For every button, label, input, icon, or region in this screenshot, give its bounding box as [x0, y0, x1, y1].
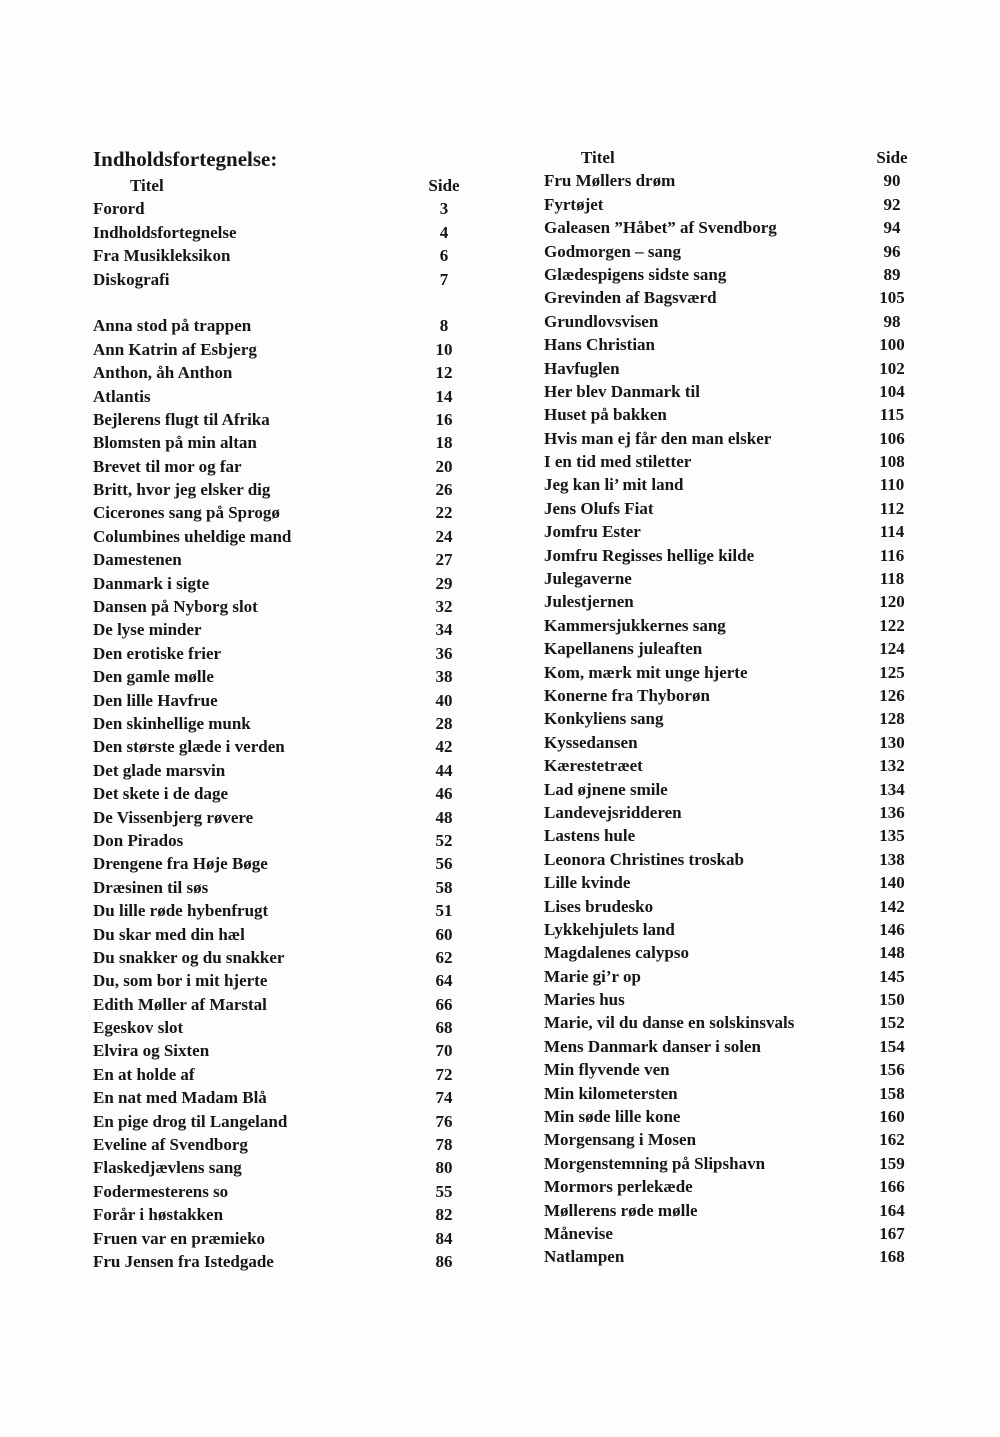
entry-title: Det glade marsvin	[93, 760, 226, 780]
entry-page-number: 92	[883, 194, 901, 214]
entry-page-number: 32	[435, 597, 453, 617]
entry-page-number: 132	[879, 756, 905, 776]
toc-entry	[93, 618, 473, 641]
entry-page-number: 159	[879, 1153, 905, 1173]
song-list	[544, 169, 924, 1268]
entry-title: Magdalenes calypso	[544, 943, 689, 963]
entry-title: Du lille røde hybenfrugt	[93, 901, 269, 921]
entry-title: En pige drog til Langeland	[93, 1111, 288, 1131]
column-header-title: Titel	[581, 148, 615, 167]
entry-page-number: 80	[435, 1158, 453, 1178]
entry-title: Den gamle mølle	[93, 667, 214, 687]
toc-entry	[93, 431, 473, 454]
entry-page-number: 72	[435, 1064, 453, 1084]
toc-entry	[93, 385, 473, 408]
toc-entry	[93, 478, 473, 501]
entry-page-number: 122	[879, 615, 905, 635]
toc-entry	[93, 735, 473, 758]
entry-page-number: 68	[435, 1018, 453, 1038]
entry-page-number: 86	[435, 1251, 453, 1271]
entry-title: Jens Olufs Fiat	[544, 498, 654, 518]
entry-title: Natlampen	[544, 1247, 625, 1267]
toc-entry	[93, 197, 473, 220]
entry-page-number: 94	[883, 218, 901, 238]
entry-title: Grundlovsvisen	[544, 311, 659, 331]
toc-entry	[544, 403, 924, 426]
toc-entry	[544, 1035, 924, 1058]
entry-title: Egeskov slot	[93, 1018, 184, 1038]
toc-entry	[544, 497, 924, 520]
entry-page-number: 40	[435, 690, 453, 710]
entry-page-number: 6	[439, 246, 449, 266]
toc-entry	[544, 1082, 924, 1105]
entry-title: Lad øjnene smile	[544, 779, 668, 799]
toc-entry	[93, 1086, 473, 1109]
entry-title: I en tid med stiletter	[544, 452, 692, 472]
entry-title: Konerne fra Thyborøn	[544, 685, 710, 705]
entry-page-number: 140	[879, 873, 905, 893]
toc-entry	[544, 895, 924, 918]
entry-title: Don Pirados	[93, 830, 184, 850]
entry-page-number: 150	[879, 990, 905, 1010]
toc-entry	[93, 1250, 473, 1273]
entry-page-number: 44	[435, 760, 453, 780]
entry-page-number: 126	[879, 685, 905, 705]
toc-entry	[544, 240, 924, 263]
entry-page-number: 152	[879, 1013, 905, 1033]
toc-entry	[93, 501, 473, 524]
entry-page-number: 74	[435, 1088, 453, 1108]
toc-entry	[93, 1156, 473, 1179]
entry-title: Diskografi	[93, 269, 170, 289]
entry-title: Fyrtøjet	[544, 194, 604, 214]
entry-title: Du skar med din hæl	[93, 924, 245, 944]
column-header	[93, 174, 473, 197]
toc-entry	[93, 221, 473, 244]
toc-entry	[544, 1245, 924, 1268]
entry-page-number: 108	[879, 452, 905, 472]
entry-page-number: 96	[883, 241, 901, 261]
toc-entry	[93, 1133, 473, 1156]
entry-page-number: 164	[879, 1200, 905, 1220]
page-title: Indholdsfortegnelse:	[93, 147, 278, 171]
toc-entry	[544, 590, 924, 613]
toc-entry	[544, 380, 924, 403]
entry-title: Marie, vil du danse en solskinsvals	[544, 1013, 795, 1033]
entry-title: Marie gi’r op	[544, 966, 641, 986]
toc-entry	[544, 169, 924, 192]
toc-entry	[93, 572, 473, 595]
entry-title: Leonora Christines troskab	[544, 849, 744, 869]
toc-entry	[544, 824, 924, 847]
entry-title: Kapellanens juleaften	[544, 639, 703, 659]
toc-entry	[544, 1058, 924, 1081]
entry-title: Fodermesterens so	[93, 1181, 229, 1201]
toc-entry	[93, 899, 473, 922]
toc-entry	[544, 1128, 924, 1151]
entry-page-number: 166	[879, 1177, 905, 1197]
entry-title: Dræsinen til søs	[93, 877, 209, 897]
entry-page-number: 58	[435, 877, 453, 897]
entry-page-number: 22	[435, 503, 453, 523]
entry-title: Jomfru Ester	[544, 522, 641, 542]
entry-title: Julegaverne	[544, 569, 632, 589]
entry-title: Godmorgen – sang	[544, 241, 681, 261]
entry-page-number: 4	[439, 222, 449, 242]
toc-entry	[544, 567, 924, 590]
toc-entry	[544, 473, 924, 496]
entry-page-number: 105	[879, 288, 905, 308]
toc-entry	[544, 965, 924, 988]
entry-page-number: 106	[879, 428, 905, 448]
entry-title: Den lille Havfrue	[93, 690, 218, 710]
toc-entry	[93, 548, 473, 571]
entry-title: Elvira og Sixten	[93, 1041, 210, 1061]
column-header-page: Side	[876, 148, 908, 167]
entry-page-number: 27	[435, 550, 453, 570]
entry-page-number: 3	[439, 199, 449, 219]
entry-page-number: 56	[435, 854, 453, 874]
toc-entry	[93, 665, 473, 688]
entry-title: Kyssedansen	[544, 732, 638, 752]
entry-title: Min søde lille kone	[544, 1107, 681, 1127]
toc-entry	[93, 525, 473, 548]
entry-page-number: 82	[435, 1205, 453, 1225]
entry-title: Mens Danmark danser i solen	[544, 1036, 761, 1056]
entry-title: Maries hus	[544, 990, 625, 1010]
entry-page-number: 130	[879, 732, 905, 752]
toc-entry	[93, 1039, 473, 1062]
toc-entry	[93, 338, 473, 361]
entry-title: Brevet til mor og far	[93, 456, 242, 476]
entry-title: Bejlerens flugt til Afrika	[93, 409, 270, 429]
toc-entry	[544, 1175, 924, 1198]
toc-entry	[93, 923, 473, 946]
entry-page-number: 24	[435, 526, 453, 546]
entry-page-number: 89	[883, 264, 901, 284]
entry-title: Det skete i de dage	[93, 784, 229, 804]
toc-entry	[544, 661, 924, 684]
entry-title: Min flyvende ven	[544, 1060, 670, 1080]
toc-entry	[93, 244, 473, 267]
entry-page-number: 18	[435, 433, 453, 453]
entry-page-number: 34	[435, 620, 453, 640]
entry-title: Den største glæde i verden	[93, 737, 285, 757]
toc-entry	[93, 852, 473, 875]
toc-entry	[544, 520, 924, 543]
entry-title: Lykkehjulets land	[544, 919, 675, 939]
toc-entry	[544, 216, 924, 239]
toc-entry	[544, 1152, 924, 1175]
entry-page-number: 14	[435, 386, 453, 406]
entry-title: Min kilometersten	[544, 1083, 678, 1103]
entry-title: Cicerones sang på Sprogø	[93, 503, 280, 523]
toc-entry	[544, 707, 924, 730]
toc-entry	[544, 918, 924, 941]
entry-page-number: 102	[879, 358, 905, 378]
toc-entry	[93, 759, 473, 782]
entry-page-number: 104	[879, 381, 905, 401]
toc-entry	[544, 754, 924, 777]
entry-page-number: 156	[879, 1060, 905, 1080]
entry-page-number: 154	[879, 1036, 905, 1056]
entry-title: Anthon, åh Anthon	[93, 363, 233, 383]
toc-entry	[93, 969, 473, 992]
toc-entry	[544, 544, 924, 567]
entry-page-number: 90	[883, 171, 901, 191]
entry-page-number: 36	[435, 643, 453, 663]
entry-page-number: 28	[435, 713, 453, 733]
toc-entry	[544, 1011, 924, 1034]
entry-title: Columbines uheldige mand	[93, 526, 292, 546]
entry-title: Den skinhellige munk	[93, 713, 251, 733]
entry-page-number: 46	[435, 784, 453, 804]
entry-page-number: 64	[435, 971, 453, 991]
toc-entry	[544, 450, 924, 473]
entry-title: Blomsten på min altan	[93, 433, 257, 453]
entry-page-number: 20	[435, 456, 453, 476]
entry-page-number: 29	[435, 573, 453, 593]
toc-entry	[544, 310, 924, 333]
entry-page-number: 124	[879, 639, 905, 659]
toc-entry	[544, 263, 924, 286]
entry-title: Morgensang i Mosen	[544, 1130, 697, 1150]
entry-page-number: 70	[435, 1041, 453, 1061]
toc-entry	[93, 1180, 473, 1203]
toc-entry	[93, 829, 473, 852]
entry-page-number: 138	[879, 849, 905, 869]
entry-title: Edith Møller af Marstal	[93, 994, 267, 1014]
entry-title: Du, som bor i mit hjerte	[93, 971, 268, 991]
spacer	[93, 291, 473, 314]
entry-title: Fru Møllers drøm	[544, 171, 676, 191]
toc-entry	[544, 614, 924, 637]
toc-entry	[93, 689, 473, 712]
toc-entry	[93, 1227, 473, 1250]
entry-page-number: 136	[879, 802, 905, 822]
entry-page-number: 162	[879, 1130, 905, 1150]
entry-title: Dansen på Nyborg slot	[93, 597, 258, 617]
toc-entry	[93, 876, 473, 899]
entry-title: Atlantis	[93, 386, 151, 406]
column-header-title: Titel	[130, 176, 164, 195]
entry-title: Morgenstemning på Slipshavn	[544, 1153, 766, 1173]
entry-page-number: 120	[879, 592, 905, 612]
toc-entry	[544, 286, 924, 309]
entry-title: Britt, hvor jeg elsker dig	[93, 480, 271, 500]
toc-column-left	[93, 174, 473, 1273]
entry-title: Fru Jensen fra Istedgade	[93, 1251, 274, 1271]
entry-page-number: 158	[879, 1083, 905, 1103]
entry-page-number: 115	[879, 405, 905, 425]
entry-page-number: 51	[435, 901, 453, 921]
entry-page-number: 112	[879, 498, 905, 518]
entry-title: Fruen var en præmieko	[93, 1228, 266, 1248]
entry-title: Drengene fra Høje Bøge	[93, 854, 268, 874]
entry-title: Grevinden af Bagsværd	[544, 288, 717, 308]
toc-entry	[544, 778, 924, 801]
toc-entry	[93, 361, 473, 384]
entry-title: Danmark i sigte	[93, 573, 210, 593]
toc-entry	[544, 1222, 924, 1245]
entry-title: Forår i høstakken	[93, 1205, 224, 1225]
entry-title: Kammersjukkernes sang	[544, 615, 726, 635]
toc-entry	[93, 806, 473, 829]
toc-entry	[544, 193, 924, 216]
entry-title: Indholdsfortegnelse	[93, 222, 237, 242]
entry-page-number: 116	[879, 545, 905, 565]
entry-page-number: 135	[879, 826, 905, 846]
entry-title: Månevise	[544, 1223, 613, 1243]
toc-entry	[544, 1105, 924, 1128]
entry-page-number: 42	[435, 737, 453, 757]
entry-page-number: 142	[879, 896, 905, 916]
entry-title: Mormors perlekæde	[544, 1177, 693, 1197]
entry-page-number: 100	[879, 335, 905, 355]
toc-entry	[93, 642, 473, 665]
entry-page-number: 38	[435, 667, 453, 687]
toc-entry	[544, 357, 924, 380]
toc-entry	[93, 408, 473, 431]
entry-title: Anna stod på trappen	[93, 316, 252, 336]
entry-page-number: 160	[879, 1107, 905, 1127]
entry-title: Havfuglen	[544, 358, 620, 378]
entry-page-number: 84	[435, 1228, 453, 1248]
toc-entry	[93, 1110, 473, 1133]
entry-title: Møllerens røde mølle	[544, 1200, 698, 1220]
entry-page-number: 55	[435, 1181, 453, 1201]
entry-page-number: 26	[435, 480, 453, 500]
entry-page-number: 16	[435, 409, 453, 429]
entry-title: Forord	[93, 199, 145, 219]
entry-page-number: 10	[435, 339, 453, 359]
entry-title: Den erotiske frier	[93, 643, 222, 663]
entry-title: Jeg kan li’ mit land	[544, 475, 684, 495]
toc-entry	[544, 731, 924, 754]
entry-title: Julestjernen	[544, 592, 634, 612]
entry-page-number: 167	[879, 1223, 905, 1243]
entry-title: Damestenen	[93, 550, 182, 570]
entry-title: Kom, mærk mit unge hjerte	[544, 662, 748, 682]
entry-page-number: 62	[435, 947, 453, 967]
toc-entry	[544, 848, 924, 871]
entry-page-number: 114	[879, 522, 905, 542]
toc-entry	[93, 314, 473, 337]
entry-title: Jomfru Regisses hellige kilde	[544, 545, 755, 565]
entry-title: Hans Christian	[544, 335, 655, 355]
entry-title: Du snakker og du snakker	[93, 947, 285, 967]
column-header-page: Side	[428, 176, 460, 195]
toc-entry	[544, 427, 924, 450]
toc-entry	[544, 871, 924, 894]
entry-page-number: 12	[435, 363, 453, 383]
entry-page-number: 76	[435, 1111, 453, 1131]
entry-page-number: 110	[879, 475, 905, 495]
entry-page-number: 128	[879, 709, 905, 729]
entry-title: Lille kvinde	[544, 873, 631, 893]
entry-title: Eveline af Svendborg	[93, 1135, 248, 1155]
toc-entry	[93, 1016, 473, 1039]
entry-page-number: 7	[439, 269, 449, 289]
toc-entry	[544, 637, 924, 660]
toc-entry	[544, 684, 924, 707]
entry-title: Ann Katrin af Esbjerg	[93, 339, 257, 359]
entry-page-number: 148	[879, 943, 905, 963]
intro-list	[93, 197, 473, 291]
entry-title: Huset på bakken	[544, 405, 667, 425]
toc-entry	[544, 1199, 924, 1222]
entry-page-number: 146	[879, 919, 905, 939]
entry-title: Galeasen ”Håbet” af Svendborg	[544, 218, 777, 238]
entry-title: Landevejsridderen	[544, 802, 682, 822]
toc-entry	[93, 1063, 473, 1086]
song-list	[93, 314, 473, 1273]
entry-page-number: 125	[879, 662, 905, 682]
entry-page-number: 98	[883, 311, 901, 331]
entry-title: En at holde af	[93, 1064, 195, 1084]
toc-entry	[93, 993, 473, 1016]
toc-entry	[93, 946, 473, 969]
entry-page-number: 52	[435, 830, 453, 850]
entry-page-number: 134	[879, 779, 905, 799]
entry-title: Lastens hule	[544, 826, 636, 846]
entry-title: De lyse minder	[93, 620, 202, 640]
entry-page-number: 60	[435, 924, 453, 944]
toc-entry	[93, 268, 473, 291]
toc-entry	[544, 801, 924, 824]
toc-entry	[93, 782, 473, 805]
entry-title: Glædespigens sidste sang	[544, 264, 727, 284]
toc-entry	[93, 712, 473, 735]
entry-title: De Vissenbjerg røvere	[93, 807, 254, 827]
toc-entry	[93, 1203, 473, 1226]
entry-page-number: 118	[879, 569, 905, 589]
entry-title: En nat med Madam Blå	[93, 1088, 267, 1108]
entry-title: Flaskedjævlens sang	[93, 1158, 242, 1178]
toc-column-right	[544, 146, 924, 1269]
entry-title: Konkyliens sang	[544, 709, 664, 729]
entry-page-number: 168	[879, 1247, 905, 1267]
column-header	[544, 146, 924, 169]
entry-title: Hvis man ej får den man elsker	[544, 428, 772, 448]
entry-title: Her blev Danmark til	[544, 381, 700, 401]
entry-page-number: 48	[435, 807, 453, 827]
entry-title: Fra Musikleksikon	[93, 246, 231, 266]
toc-entry	[544, 941, 924, 964]
entry-title: Lises brudesko	[544, 896, 654, 916]
entry-page-number: 145	[879, 966, 905, 986]
entry-page-number: 8	[439, 316, 449, 336]
entry-title: Kærestetræet	[544, 756, 643, 776]
toc-entry	[544, 333, 924, 356]
entry-page-number: 78	[435, 1135, 453, 1155]
entry-page-number: 66	[435, 994, 453, 1014]
toc-entry	[544, 988, 924, 1011]
toc-entry	[93, 455, 473, 478]
toc-entry	[93, 595, 473, 618]
